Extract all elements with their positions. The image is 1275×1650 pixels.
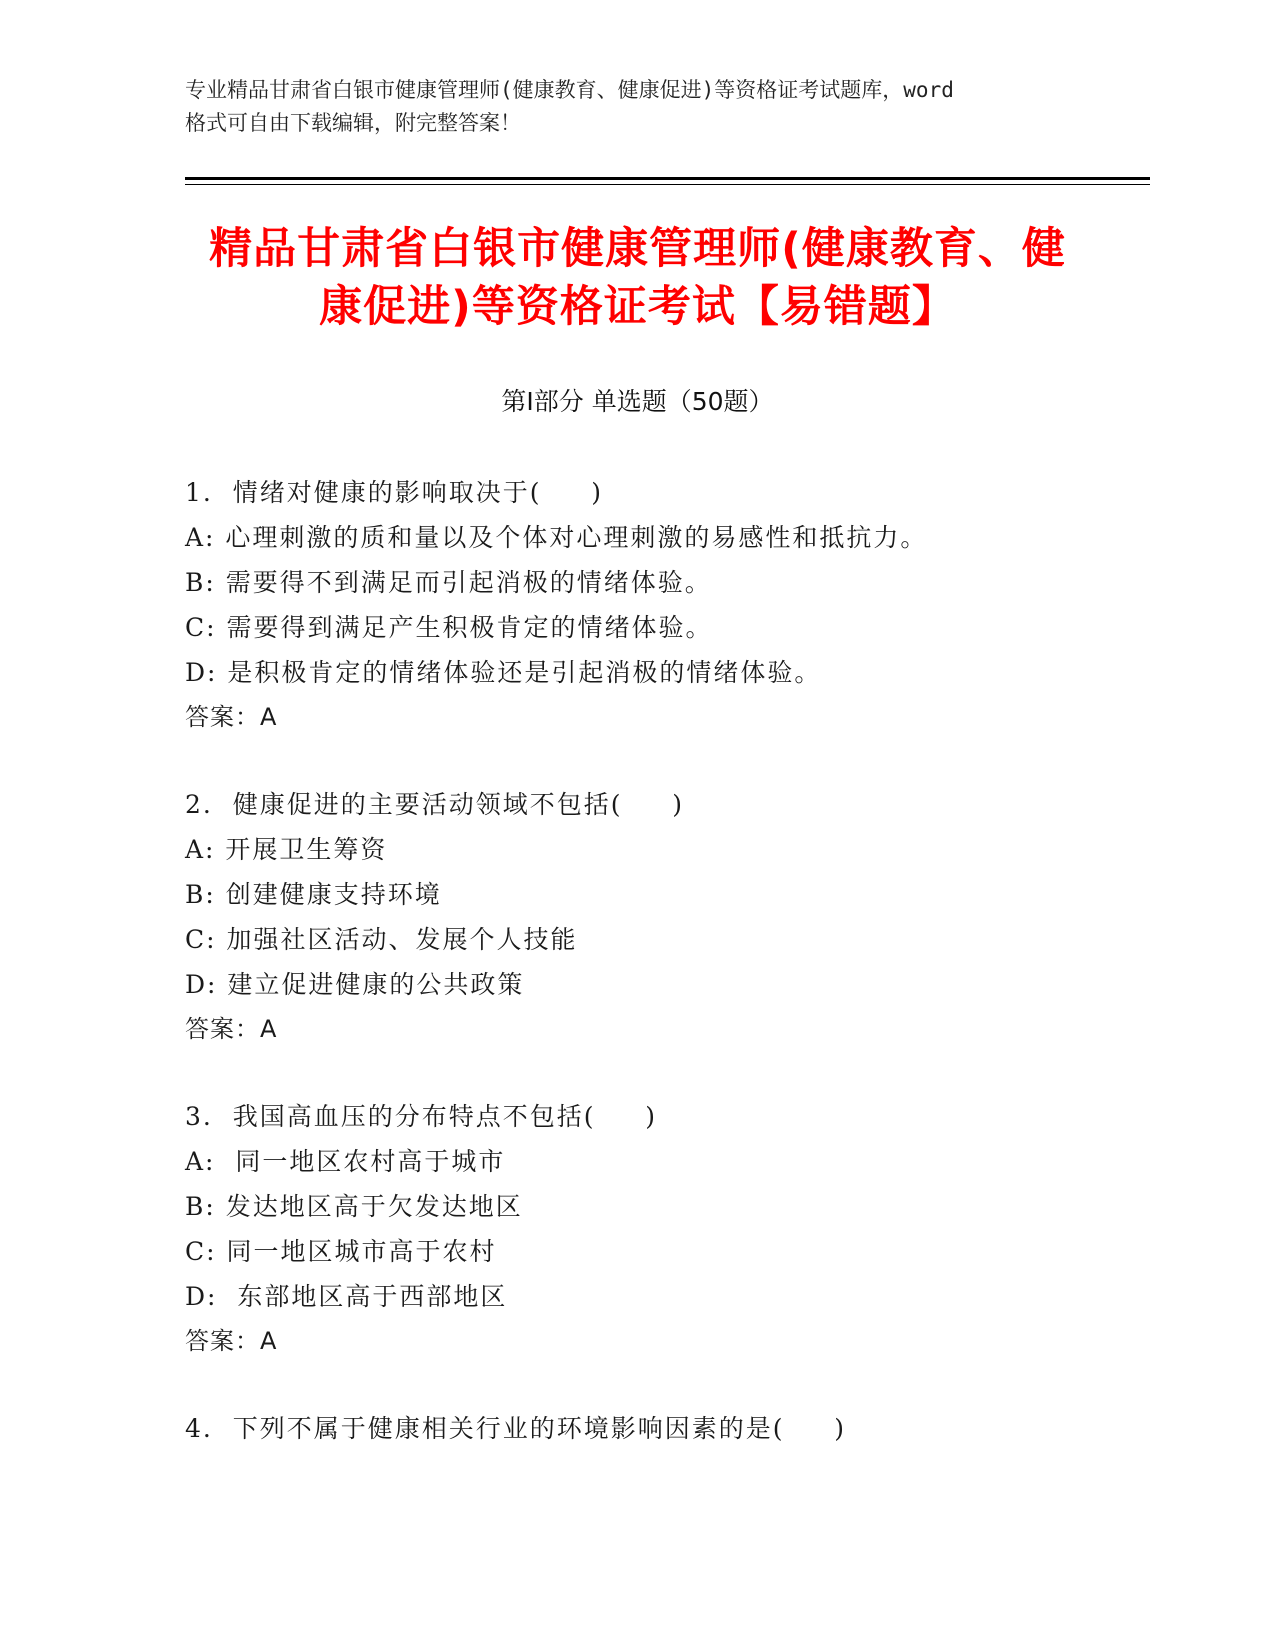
header-note-line2: 格式可自由下载编辑，附完整答案！: [185, 111, 521, 135]
option-a: A: 开展卫生筹资: [185, 835, 388, 864]
question-stem: 4. 下列不属于健康相关行业的环境影响因素的是( ): [185, 1414, 846, 1443]
option-d: D: 是积极肯定的情绪体验还是引起消极的情绪体验。: [185, 658, 822, 687]
header-note-line1: 专业精品甘肃省白银市健康管理师(健康教育、健康促进)等资格证考试题库，word: [185, 78, 954, 102]
option-b: B: 需要得不到满足而引起消极的情绪体验。: [185, 568, 712, 597]
option-d: D: 东部地区高于西部地区: [185, 1282, 508, 1311]
question-1: [185, 470, 1145, 740]
answer: 答案：A: [185, 1327, 278, 1355]
option-b: B: 创建健康支持环境: [185, 880, 442, 909]
header-rule-thick: [185, 177, 1150, 180]
option-a: A: 心理刺激的质和量以及个体对心理刺激的易感性和抵抗力。: [185, 523, 928, 552]
section-title: 第Ⅰ部分 单选题（50题）: [501, 387, 774, 416]
question-stem: 2. 健康促进的主要活动领域不包括( ): [185, 790, 684, 819]
option-c: C: 需要得到满足产生积极肯定的情绪体验。: [185, 613, 713, 642]
option-c: C: 同一地区城市高于农村: [185, 1237, 497, 1266]
header-rule-thin: [185, 184, 1150, 185]
question-stem: 1. 情绪对健康的影响取决于( ): [185, 478, 603, 507]
question-2: [185, 782, 1145, 1052]
option-d: D: 建立促进健康的公共政策: [185, 970, 525, 999]
document-title-line1: 精品甘肃省白银市健康管理师(健康教育、健: [209, 224, 1066, 274]
question-list: [185, 470, 1145, 1493]
option-c: C: 加强社区活动、发展个人技能: [185, 925, 578, 954]
option-a: A: 同一地区农村高于城市: [185, 1147, 506, 1176]
question-4: [185, 1406, 1145, 1451]
option-b: B: 发达地区高于欠发达地区: [185, 1192, 523, 1221]
answer: 答案：A: [185, 1015, 278, 1043]
document-title: [185, 220, 1090, 336]
document-title-line2: 康促进)等资格证考试【易错题】: [319, 282, 956, 332]
question-stem: 3. 我国高血压的分布特点不包括( ): [185, 1102, 657, 1131]
header-note: [185, 74, 1085, 140]
answer: 答案：A: [185, 703, 278, 731]
question-3: [185, 1094, 1145, 1364]
